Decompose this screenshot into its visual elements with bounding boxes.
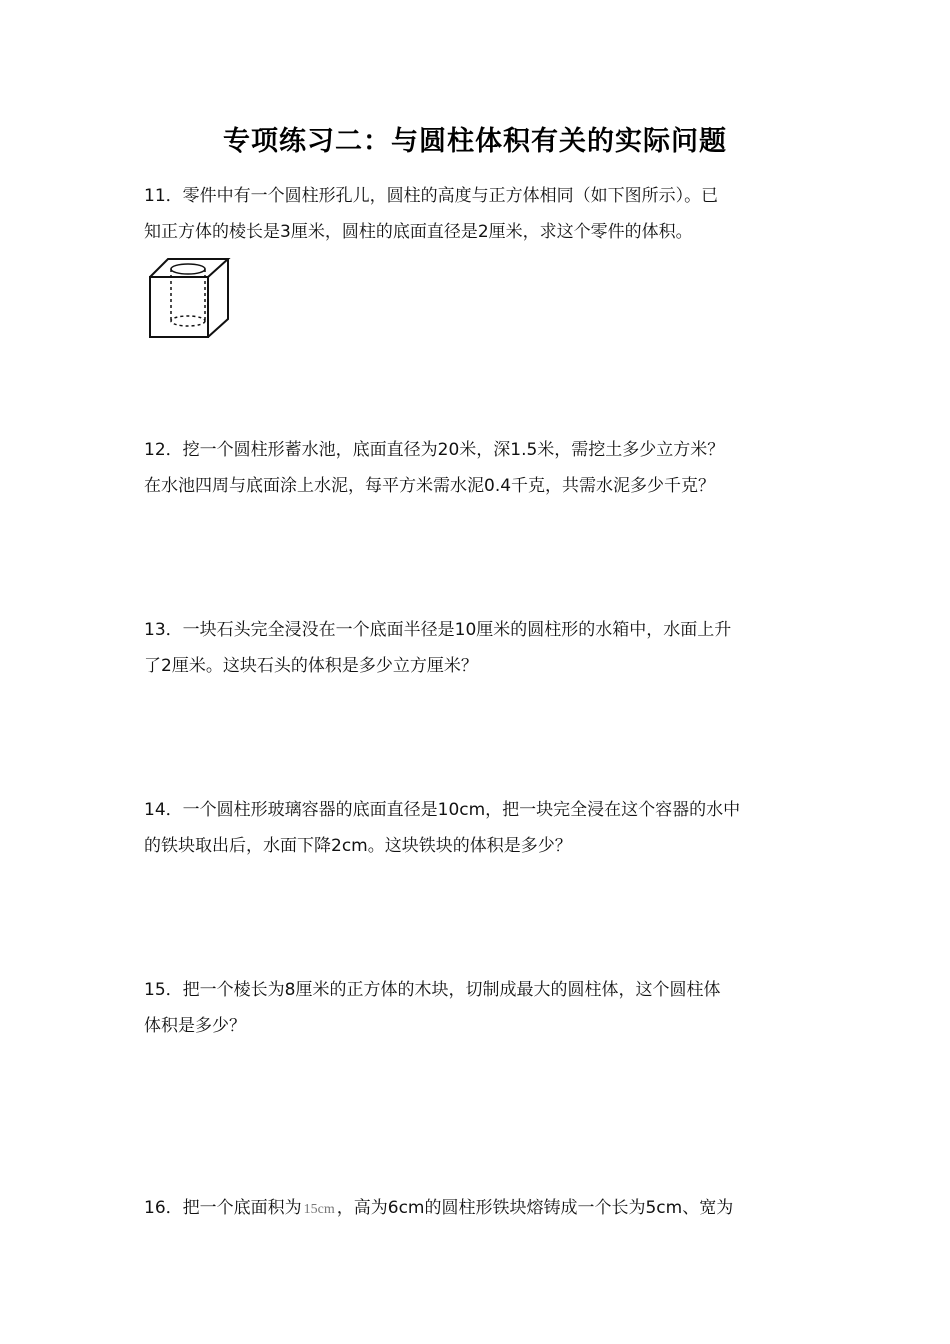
problem-15-line-2: 体积是多少？ [144,1016,246,1036]
problem-12 [144,432,814,504]
problem-13-line-2: 了2厘米。这块石头的体积是多少立方厘米？ [144,656,478,676]
page-title: 专项练习二：与圆柱体积有关的实际问题 [223,126,727,157]
problem-12-line-2: 在水池四周与底面涂上水泥，每平方米需水泥0.4千克，共需水泥多少千克？ [144,476,716,496]
problem-15-line-1: 15．把一个棱长为8厘米的正方体的木块，切制成最大的圆柱体，这个圆柱体 [144,980,721,1000]
problem-11-line-1: 11．零件中有一个圆柱形孔儿，圆柱的高度与正方体相同（如下图所示）。已 [144,186,719,206]
problem-14 [144,792,814,864]
problem-11-line-2: 知正方体的棱长是3厘米，圆柱的底面直径是2厘米，求这个零件的体积。 [144,222,693,242]
problem-13-line-1: 13．一块石头完全浸没在一个底面半径是10厘米的圆柱形的水箱中，水面上升 [144,620,732,640]
cube-with-cylinder-hole-figure [146,255,232,341]
problem-16 [144,1190,814,1228]
problem-16-line-end: ，高为6cm的圆柱形铁块熔铸成一个长为5cm、宽为 [336,1198,734,1218]
problem-16-line-start: 16．把一个底面积为 [144,1198,302,1218]
problem-11 [144,178,814,250]
problem-16-area-value: 15cm [303,1202,335,1217]
problem-14-line-1: 14．一个圆柱形玻璃容器的底面直径是10cm，把一块完全浸在这个容器的水中 [144,800,741,820]
problem-12-line-1: 12．挖一个圆柱形蓄水池，底面直径为20米，深1.5米，需挖土多少立方米？ [144,440,725,460]
problem-16-line-1 [144,1190,814,1228]
problem-13 [144,612,814,684]
problem-14-line-2: 的铁块取出后，水面下降2cm。这块铁块的体积是多少？ [144,836,572,856]
problem-15 [144,972,814,1044]
